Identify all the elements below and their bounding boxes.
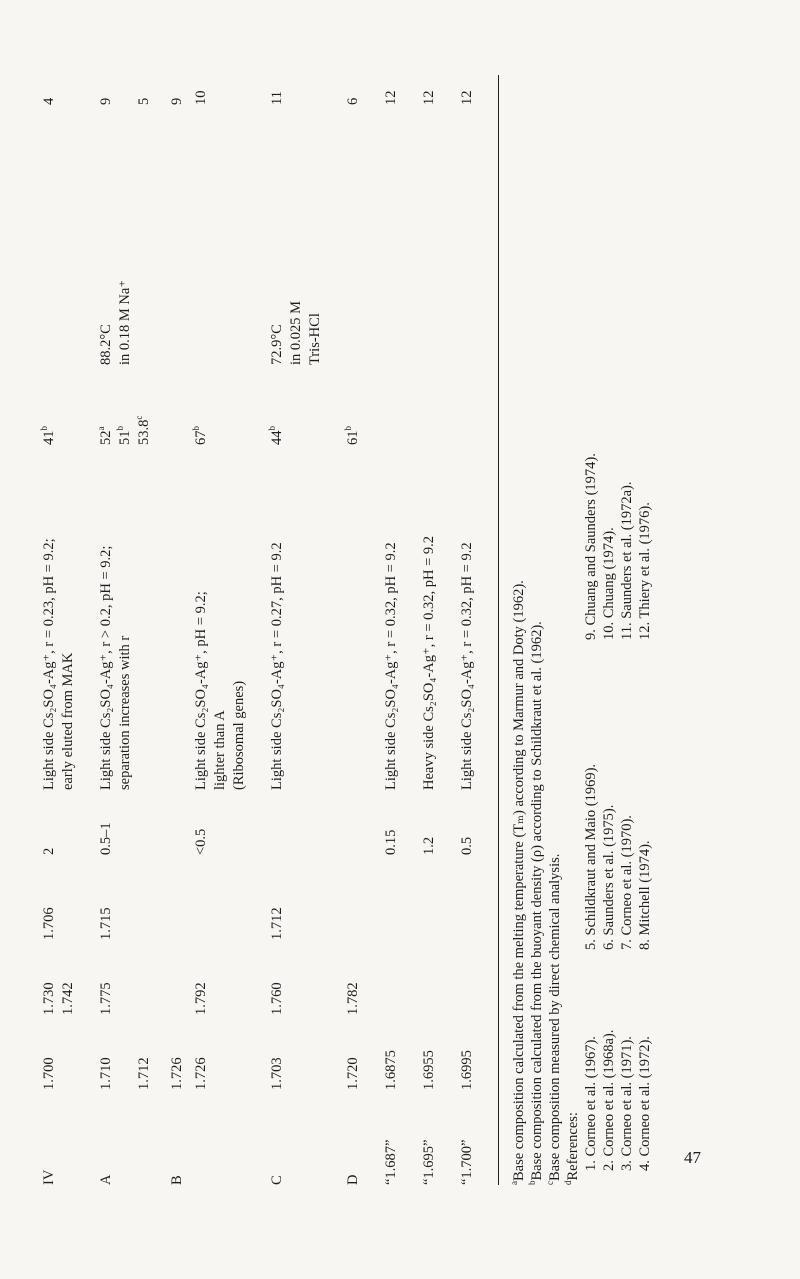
table-cell-c7: 88.2°C (98, 324, 114, 365)
table-cell-c0: A (98, 1174, 114, 1185)
table-cell-c5: early eluted from MAK (60, 652, 76, 790)
reference-item: 12. Thiery et al. (1976). (637, 502, 653, 640)
footnote-marker: c (134, 415, 144, 420)
table-cell-c4: 0.5–1 (98, 822, 114, 855)
table-cell-c0: D (345, 1174, 361, 1185)
table-cell-c0: “1.695” (421, 1139, 437, 1185)
table-cell-c2: 1.760 (269, 982, 285, 1015)
table-cell-c6: 44$^b$ (267, 426, 285, 445)
table-cell-c5: Heavy side Cs₂SO₄-Ag⁺, r = 0.32, pH = 9.2 (421, 535, 437, 790)
reference-item: 2. Corneo et al. (1968a). (601, 1029, 617, 1171)
table-row (192, 75, 211, 1185)
footnote-d: $^d$References: (563, 1112, 581, 1185)
footnote-marker: a (96, 426, 106, 431)
table-bottom-rule (498, 75, 499, 1185)
table-cell-c8: 11 (269, 91, 285, 105)
table-cell-c8: 12 (459, 90, 475, 105)
table-cell-c6: 41$^b$ (39, 426, 57, 445)
reference-column-3 (582, 453, 654, 640)
table-cell-c8: 9 (169, 97, 185, 105)
table-row (59, 75, 78, 1185)
reference-item: 7. Corneo et al. (1970). (619, 815, 635, 950)
reference-column-2 (582, 764, 654, 950)
table-cell-c0: B (169, 1175, 185, 1185)
table-cell-c1: 1.703 (269, 1057, 285, 1090)
table-row (168, 75, 187, 1185)
reference-item: 1. Corneo et al. (1967). (583, 1036, 599, 1171)
table-row (344, 75, 363, 1185)
table-cell-c7: Tris-HCl (307, 313, 323, 365)
table-row (420, 75, 439, 1185)
table-cell-c5: Light side Cs₂SO₄-Ag⁺, r = 0.27, pH = 9.2 (269, 542, 285, 790)
table-cell-c1: 1.700 (41, 1057, 57, 1090)
table-cell-c7: in 0.025 M (288, 300, 304, 365)
table-cell-c6: 52$^a$ (96, 426, 114, 445)
table-cell-c8: 9 (98, 97, 114, 105)
reference-item: 3. Corneo et al. (1971). (619, 1036, 635, 1171)
table-row (268, 75, 287, 1185)
table-cell-c2: 1.782 (345, 982, 361, 1015)
table-row (230, 75, 249, 1185)
table-row (116, 75, 135, 1185)
table-cell-c1: 1.6995 (459, 1050, 475, 1090)
table-cell-c4: 1.2 (421, 836, 437, 855)
table-row (40, 75, 59, 1185)
table-cell-c0: “1.687” (383, 1139, 399, 1185)
table-cell-c1: 1.710 (98, 1057, 114, 1090)
table-cell-c8: 10 (193, 90, 209, 105)
footnote-c: $^c$Base composition measured by direct chemical analysis. (545, 853, 563, 1185)
table-cell-c1: 1.6875 (383, 1050, 399, 1090)
table-cell-c5: Light side Cs₂SO₄-Ag⁺, r = 0.32, pH = 9.2 (383, 542, 399, 790)
reference-item: 11. Saunders et al. (1972a). (619, 481, 635, 640)
table-cell-c6: 67$^b$ (191, 426, 209, 445)
table-cell-c1: 1.726 (193, 1057, 209, 1090)
table-cell-c6: 51$^b$ (115, 426, 133, 445)
table-cell-c1: 1.6955 (421, 1050, 437, 1090)
table-cell-c0: IV (41, 1169, 57, 1185)
footnote-marker: b (115, 426, 125, 431)
reference-item: 4. Corneo et al. (1972). (637, 1036, 653, 1171)
footnote-marker: b (39, 426, 49, 431)
table-row (97, 75, 116, 1185)
table-row (382, 75, 401, 1185)
table-cell-c0: C (269, 1175, 285, 1185)
table-cell-c5: Light side Cs₂SO₄-Ag⁺, r = 0.23, pH = 9.2; (41, 538, 57, 790)
reference-item: 5. Schildkraut and Maio (1969). (583, 763, 599, 950)
table-cell-c8: 4 (41, 97, 57, 105)
footnote-marker: b (343, 426, 353, 431)
table-cell-c1: 1.712 (136, 1057, 152, 1090)
footnote-marker: b (191, 426, 201, 431)
table-cell-c5: Light side Cs₂SO₄-Ag⁺, r = 0.32, pH = 9.2 (459, 542, 475, 790)
table-cell-c4: 0.15 (383, 829, 399, 855)
table-cell-c4: 0.5 (459, 836, 475, 855)
reference-list (582, 75, 654, 1185)
reference-item: 8. Mitchell (1974). (637, 840, 653, 950)
table-cell-c8: 6 (345, 97, 361, 105)
table-cell-c5: (Ribosomal genes) (231, 680, 247, 790)
table-row (458, 75, 477, 1185)
table-row (135, 75, 154, 1185)
reference-item: 9. Chuang and Saunders (1974). (583, 453, 599, 640)
reference-item: 10. Chuang (1974). (601, 527, 617, 640)
table-cell-c5: lighter than A (212, 710, 228, 790)
table-cell-c8: 5 (136, 97, 152, 105)
table-cell-c7: 72.9°C (269, 324, 285, 365)
table-row (211, 75, 230, 1185)
table-cell-c1: 1.720 (345, 1057, 361, 1090)
table-cell-c8: 12 (421, 90, 437, 105)
table-cell-c0: “1.700” (459, 1139, 475, 1185)
table-cell-c6: 53.8$^c$ (134, 415, 152, 445)
page-number: 47 (684, 1148, 701, 1167)
table-cell-c1: 1.726 (169, 1057, 185, 1090)
table-cell-c3: 1.712 (269, 907, 285, 940)
table-cell-c3: 1.715 (98, 907, 114, 940)
table-cell-c3: 1.706 (41, 907, 57, 940)
table-cell-c8: 12 (383, 90, 399, 105)
table-cell-c5: Light side Cs₂SO₄-Ag⁺, pH = 9.2; (193, 591, 209, 790)
table-cell-c5: separation increases with r (117, 635, 133, 790)
rotated-table-content (40, 75, 760, 1185)
table-cell-c2: 1.792 (193, 982, 209, 1015)
reference-column-1 (582, 1030, 654, 1171)
table-cell-c2: 1.742 (60, 982, 76, 1015)
footnote-b: $^b$Base composition calculated from the buoyant density (ρ) according to Schildkraut et al. (1962). (527, 621, 545, 1185)
table-cell-c4: <0.5 (193, 828, 209, 855)
table-cell-c6: 61$^b$ (343, 426, 361, 445)
table-row (306, 75, 325, 1185)
table-cell-c5: Light side Cs₂SO₄-Ag⁺, r > 0.2, pH = 9.2; (98, 545, 114, 790)
reference-item: 6. Saunders et al. (1975). (601, 804, 617, 950)
footnote-a: $^a$Base composition calculated from the melting temperature (Tₘ) according to Marmur and Doty (1962). (509, 580, 527, 1185)
table-cell-c2: 1.775 (98, 982, 114, 1015)
table-cell-c2: 1.730 (41, 982, 57, 1015)
table-cell-c4: 2 (41, 847, 57, 855)
table-row (287, 75, 306, 1185)
table-cell-c7: in 0.18 M Na⁺ (117, 280, 133, 365)
footnotes (510, 75, 654, 1185)
footnote-marker: b (267, 426, 277, 431)
